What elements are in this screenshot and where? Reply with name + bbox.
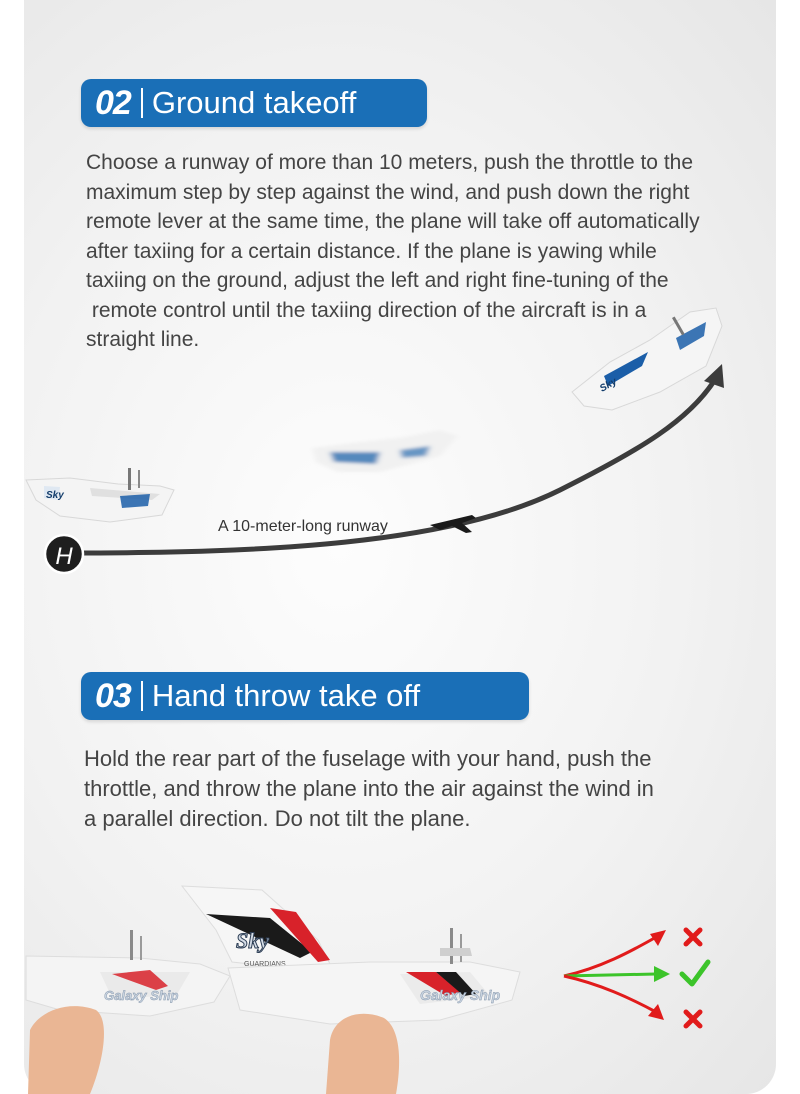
section-3-title: Hand throw take off [151,678,421,713]
text-line: maximum step by step against the wind, and push down the right [86,180,690,204]
arrow-up-wrong [564,936,658,976]
decal-galaxy-left: Galaxy Ship [104,988,179,1003]
throw-direction-arrows [564,930,670,1020]
text-line: Hold the rear part of the fuselage with your hand, push the [84,746,652,771]
text-line: remote lever at the same time, the plane will take off automatically [86,210,700,233]
decal-galaxy-center: Galaxy Ship [420,987,501,1003]
decal-guardians: GUARDIANS [244,961,286,968]
text-line: a parallel direction. Do not tilt the plane. [84,806,471,831]
hand-left [28,1006,104,1094]
text-line: straight line. [86,328,200,351]
runway-label: A 10-meter-long runway [218,518,388,535]
section-3-number: 03 [95,676,131,715]
hand-right [326,1014,399,1094]
decal-sky-climbing: Sky [598,376,619,395]
text-line: Choose a runway of more than 10 meters, push the throttle to the [86,151,694,174]
arrow-straight-correct [564,974,656,976]
helipad-letter: H [55,543,73,570]
section-2-number: 02 [95,83,131,122]
text-line: taxiing on the ground, adjust the left and right fine-tuning of the [86,269,669,292]
decal-sky-large: Sky [236,928,269,953]
text-line: remote control until the taxiing direction of the aircraft is in a [86,298,647,322]
plane-center [182,886,520,1024]
wrong-mark-icon [686,930,700,944]
arrow-down-wrong [564,976,656,1012]
wrong-mark-icon [686,1012,700,1026]
check-mark-icon [682,962,708,984]
text-line: after taxiing for a certain distance. If the plane is yawing while [86,239,657,263]
text-line: throttle, and throw the plane into the air against the wind in [84,776,654,801]
plane-left-partial [26,930,230,1016]
decal-sky-small: Sky [46,490,64,501]
section-2-title: Ground takeoff [151,85,357,120]
